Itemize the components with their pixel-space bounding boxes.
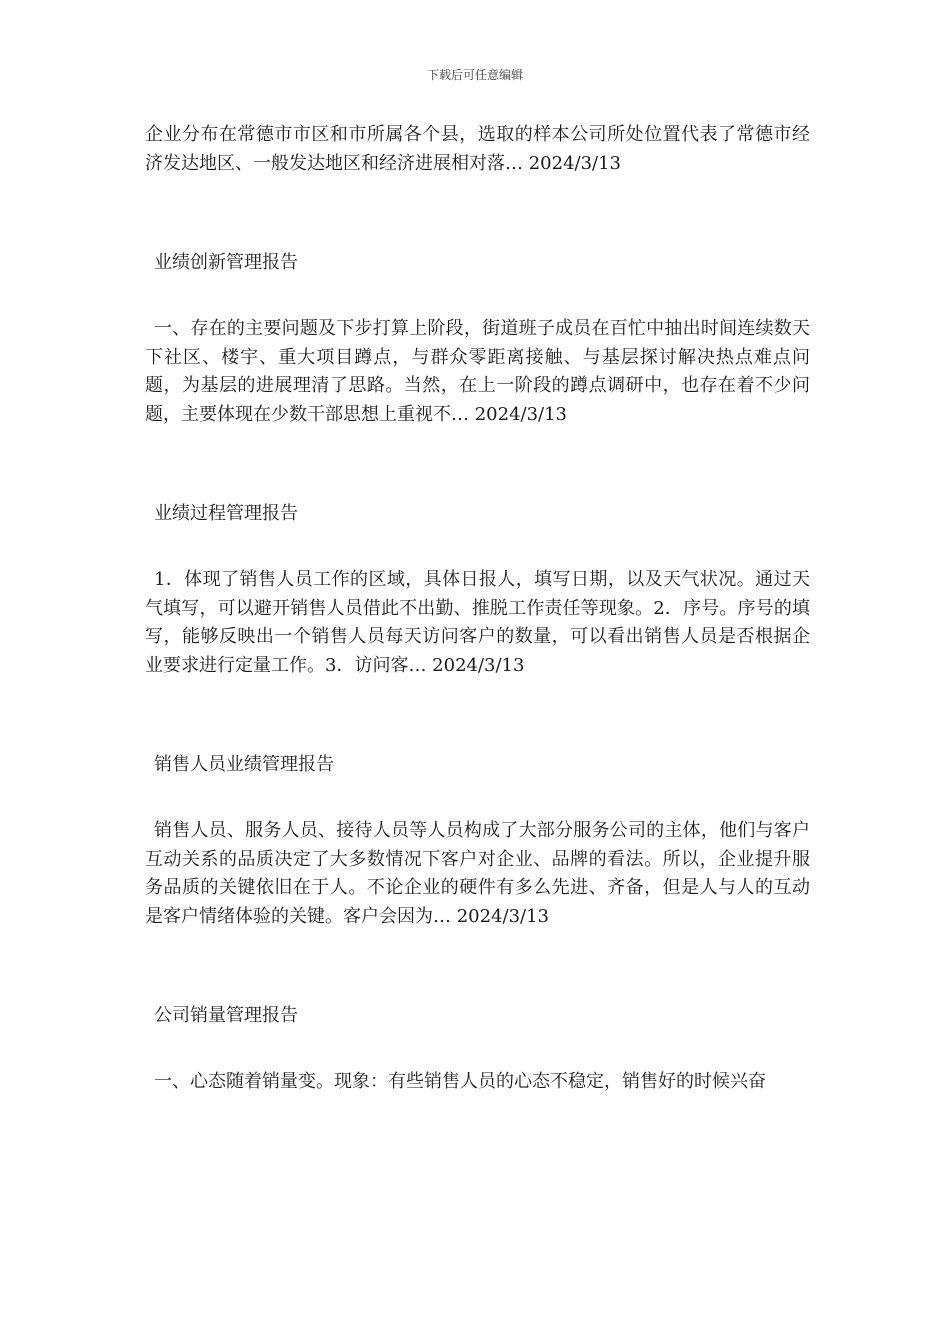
section-paragraph: 一、心态随着销量变。现象：有些销售人员的心态不稳定，销售好的时候兴奋 <box>154 1071 766 1092</box>
section-heading: 业绩过程管理报告 <box>154 503 298 524</box>
document-body <box>145 121 810 1097</box>
section-heading: 公司销量管理报告 <box>154 1005 298 1026</box>
section-heading: 销售人员业绩管理报告 <box>154 754 334 775</box>
section-paragraph: 1．体现了销售人员工作的区域，具体日报人，填写日期，以及天气状况。通过天气填写，可以避开销售人员借此不出勤、推脱工作责任等现象。2．序号。序号的填写，能够反映出一个销售人员每天访问客户的数量，可以看出销售人员是否根据企业要求进行定量工作。3．访问客… 2024/3/13 <box>145 569 810 676</box>
section-paragraph: 销售人员、服务人员、接待人员等人员构成了大部分服务公司的主体，他们与客户互动关系的品质决定了大多数情况下客户对企业、品牌的看法。所以，企业提升服务品质的关键依旧在于人。不论企业的硬件有多么先进、齐备，但是人与人的互动是客户情绪体验的关键。客户会因为… 2024/3/13 <box>145 820 810 927</box>
section-heading: 业绩创新管理报告 <box>154 252 298 273</box>
section-paragraph: 一、存在的主要问题及下步打算上阶段，街道班子成员在百忙中抽出时间连续数天下社区、楼宇、重大项目蹲点，与群众零距离接触、与基层探讨解决热点难点问题，为基层的进展理清了思路。当然，在上一阶段的蹲点调研中，也存在着不少问题，主要体现在少数干部思想上重视不… 2024/3/13 <box>145 318 810 425</box>
paragraph-intro: 企业分布在常德市市区和市所属各个县，选取的样本公司所处位置代表了常德市经济发达地区、一般发达地区和经济进展相对落… 2024/3/13 <box>145 124 810 174</box>
page-header: 下载后可任意编辑 <box>426 68 523 82</box>
